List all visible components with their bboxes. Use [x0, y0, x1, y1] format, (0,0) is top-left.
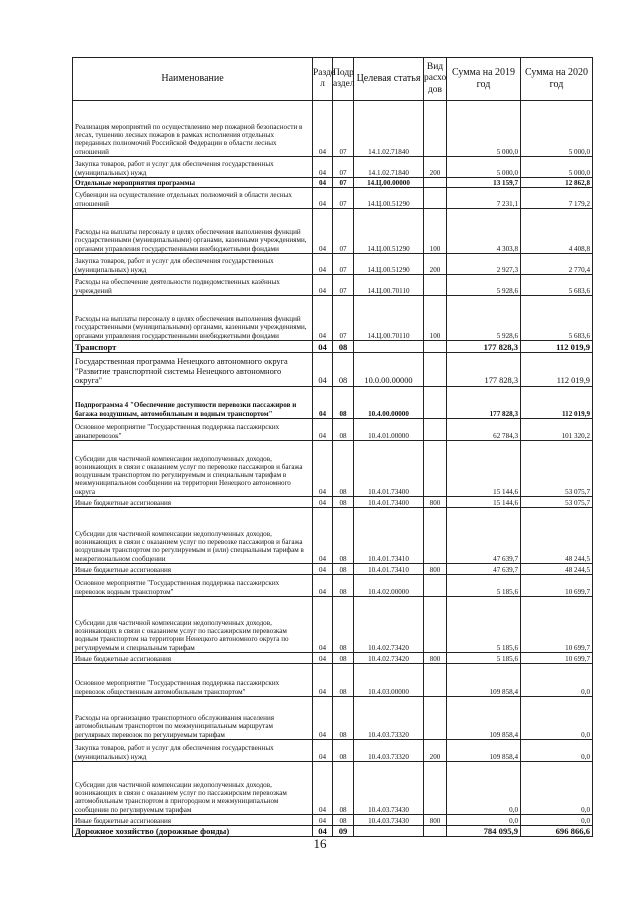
cell-target-article: 10.4.03.73430 [354, 815, 424, 826]
cell-name: Иные бюджетные ассигнования [73, 564, 313, 575]
cell-razdel: 04 [313, 508, 333, 564]
cell-razdel: 04 [313, 740, 333, 762]
cell-podrazdel: 08 [333, 508, 354, 564]
cell-sum-2020: 112 019,9 [521, 387, 593, 419]
cell-target-article: 14.Ц.00.00000 [354, 178, 424, 188]
cell-target-article: 14.Ц.00.51290 [354, 209, 424, 254]
cell-expense-type [424, 419, 447, 441]
cell-name: Закупка товаров, работ и услуг для обеспечения государственных (муниципальных) нужд [73, 740, 313, 762]
cell-name: Расходы на выплаты персоналу в целях обеспечения выполнения функций государственными (муниципальными) органами, казенными учреждениями, органами управления государственными внебюджетными фондами [73, 296, 313, 341]
cell-expense-type: 800 [424, 815, 447, 826]
cell-expense-type: 200 [424, 157, 447, 178]
cell-target-article: 10.4.02.00000 [354, 575, 424, 597]
cell-razdel: 04 [313, 353, 333, 387]
cell-target-article: 10.4.01.73400 [354, 497, 424, 508]
cell-sum-2020: 5 683,6 [521, 296, 593, 341]
cell-name: Субсидии для частичной компенсации недополученных доходов, возникающих в связи с оказанием услуг по пассажирским перевозкам автомобильным транспортом в пригородном и межмуниципальном сообщении по регулируемым тарифам [73, 762, 313, 815]
cell-razdel: 04 [313, 815, 333, 826]
cell-target-article: 10.4.02.73420 [354, 597, 424, 653]
cell-podrazdel: 07 [333, 157, 354, 178]
cell-podrazdel: 08 [333, 815, 354, 826]
cell-target-article: 10.4.03.73430 [354, 762, 424, 815]
cell-target-article: 10.4.01.00000 [354, 419, 424, 441]
cell-sum-2020: 53 075,7 [521, 441, 593, 497]
cell-expense-type: 800 [424, 653, 447, 664]
table-row [73, 508, 593, 564]
cell-razdel: 04 [313, 762, 333, 815]
cell-razdel: 04 [313, 188, 333, 209]
cell-razdel: 04 [313, 296, 333, 341]
table-row [73, 564, 593, 575]
header-name: Наименование [73, 58, 313, 101]
cell-sum-2020: 10 699,7 [521, 653, 593, 664]
cell-sum-2019: 15 144,6 [447, 441, 521, 497]
table-row [73, 275, 593, 296]
cell-sum-2020: 112 019,9 [521, 341, 593, 353]
table-row [73, 387, 593, 419]
table-row [73, 441, 593, 497]
table-row [73, 826, 593, 837]
cell-expense-type [424, 188, 447, 209]
cell-razdel: 04 [313, 178, 333, 188]
header-target-article: Целевая статья [354, 58, 424, 101]
cell-sum-2019: 5 185,6 [447, 597, 521, 653]
table-row [73, 188, 593, 209]
cell-podrazdel: 08 [333, 575, 354, 597]
cell-podrazdel: 08 [333, 387, 354, 419]
table-row [73, 497, 593, 508]
cell-podrazdel: 07 [333, 209, 354, 254]
cell-sum-2020: 0,0 [521, 664, 593, 697]
cell-target-article: 10.4.01.73410 [354, 508, 424, 564]
cell-expense-type [424, 178, 447, 188]
cell-expense-type [424, 697, 447, 740]
cell-sum-2019: 0,0 [447, 815, 521, 826]
cell-name: Иные бюджетные ассигнования [73, 497, 313, 508]
cell-razdel: 04 [313, 209, 333, 254]
cell-razdel: 04 [313, 664, 333, 697]
cell-sum-2019: 5 000,0 [447, 157, 521, 178]
cell-sum-2019: 177 828,3 [447, 387, 521, 419]
cell-razdel: 04 [313, 653, 333, 664]
budget-table [72, 57, 593, 837]
cell-expense-type [424, 387, 447, 419]
cell-name: Транспорт [73, 341, 313, 353]
cell-sum-2019: 4 303,8 [447, 209, 521, 254]
cell-name: Субсидии для частичной компенсации недополученных доходов, возникающих в связи с оказанием услуг по пассажирским перевозкам водным транспортом на территории Ненецкого автономного округа по регулируемым и специальным тарифам [73, 597, 313, 653]
cell-sum-2019: 2 927,3 [447, 254, 521, 275]
cell-podrazdel: 08 [333, 353, 354, 387]
cell-target-article: 14.Ц.00.70110 [354, 296, 424, 341]
cell-razdel: 04 [313, 497, 333, 508]
cell-podrazdel: 08 [333, 419, 354, 441]
cell-target-article: 10.4.02.73420 [354, 653, 424, 664]
page-number: 16 [313, 836, 327, 851]
cell-expense-type [424, 275, 447, 296]
cell-sum-2020: 10 699,7 [521, 575, 593, 597]
cell-razdel: 04 [313, 441, 333, 497]
cell-name: Субсидии для частичной компенсации недополученных доходов, возникающих в связи с оказанием услуг по перевозке пассажиров и багажа воздушным транспортом по регулируемым и (или) специальным тарифам в межрегиональном сообщении [73, 508, 313, 564]
cell-sum-2019: 5 185,6 [447, 575, 521, 597]
cell-sum-2020: 0,0 [521, 815, 593, 826]
cell-name: Закупка товаров, работ и услуг для обеспечения государственных (муниципальных) нужд [73, 157, 313, 178]
cell-target-article: 10.4.03.73320 [354, 697, 424, 740]
cell-sum-2020: 53 075,7 [521, 497, 593, 508]
cell-target-article: 10.4.03.00000 [354, 664, 424, 697]
cell-expense-type [424, 575, 447, 597]
cell-name: Государственная программа Ненецкого автономного округа "Развитие транспортной системы Ненецкого автономного округа" [73, 353, 313, 387]
cell-razdel: 04 [313, 254, 333, 275]
cell-sum-2019: 177 828,3 [447, 341, 521, 353]
cell-name: Расходы на организацию транспортного обслуживания населения автомобильным транспортом по межмуниципальным маршрутам регулярных перевозок по регулируемым тарифам [73, 697, 313, 740]
cell-sum-2019: 7 231,1 [447, 188, 521, 209]
cell-expense-type [424, 762, 447, 815]
cell-target-article: 14.Ц.00.51290 [354, 254, 424, 275]
cell-sum-2020: 10 699,7 [521, 597, 593, 653]
cell-expense-type [424, 341, 447, 353]
cell-sum-2019: 784 095,9 [447, 826, 521, 837]
cell-sum-2019: 5 000,0 [447, 101, 521, 157]
cell-sum-2019: 13 159,7 [447, 178, 521, 188]
cell-razdel: 04 [313, 341, 333, 353]
cell-sum-2019: 15 144,6 [447, 497, 521, 508]
cell-podrazdel: 08 [333, 664, 354, 697]
cell-sum-2020: 12 862,8 [521, 178, 593, 188]
cell-expense-type: 800 [424, 564, 447, 575]
cell-name: Основное мероприятие "Государственная поддержка пассажирских перевозок водным транспортом" [73, 575, 313, 597]
table-row [73, 178, 593, 188]
cell-sum-2020: 48 244,5 [521, 564, 593, 575]
table-row [73, 740, 593, 762]
cell-razdel: 04 [313, 101, 333, 157]
cell-name: Дорожное хозяйство (дорожные фонды) [73, 826, 313, 837]
cell-podrazdel: 08 [333, 497, 354, 508]
cell-expense-type [424, 441, 447, 497]
cell-name: Подпрограмма 4 "Обеспечение доступности перевозки пассажиров и багажа воздушным, автомобильным и водным транспортом" [73, 387, 313, 419]
cell-sum-2020: 48 244,5 [521, 508, 593, 564]
cell-target-article [354, 341, 424, 353]
cell-target-article [354, 826, 424, 837]
table-row [73, 664, 593, 697]
cell-expense-type [424, 664, 447, 697]
cell-podrazdel: 08 [333, 653, 354, 664]
cell-sum-2019: 109 858,4 [447, 697, 521, 740]
table-header-row [73, 58, 593, 101]
cell-podrazdel: 08 [333, 564, 354, 575]
cell-name: Расходы на обеспечение деятельности подведомственных казённых учреждений [73, 275, 313, 296]
cell-sum-2020: 5 000,0 [521, 101, 593, 157]
cell-name: Закупка товаров, работ и услуг для обеспечения государственных (муниципальных) нужд [73, 254, 313, 275]
cell-podrazdel: 07 [333, 254, 354, 275]
cell-sum-2020: 0,0 [521, 740, 593, 762]
cell-podrazdel: 07 [333, 101, 354, 157]
cell-sum-2019: 177 828,3 [447, 353, 521, 387]
cell-target-article: 14.Ц.00.70110 [354, 275, 424, 296]
cell-name: Расходы на выплаты персоналу в целях обеспечения выполнения функций государственными (муниципальными) органами, казенными учреждениями, органами управления государственными внебюджетными фондами [73, 209, 313, 254]
cell-razdel: 04 [313, 564, 333, 575]
cell-target-article: 10.4.03.73320 [354, 740, 424, 762]
cell-podrazdel: 07 [333, 188, 354, 209]
cell-sum-2019: 5 185,6 [447, 653, 521, 664]
cell-podrazdel: 07 [333, 178, 354, 188]
cell-name: Реализация мероприятий по осуществлению мер пожарной безопасности в лесах, тушению лесных пожаров в рамках исполнения отдельных переданных полномочий Российской Федерации в области лесных отношений [73, 101, 313, 157]
cell-podrazdel: 09 [333, 826, 354, 837]
cell-target-article: 14.Ц.00.51290 [354, 188, 424, 209]
table-body [73, 101, 593, 837]
cell-expense-type: 800 [424, 497, 447, 508]
cell-sum-2020: 696 866,6 [521, 826, 593, 837]
cell-sum-2020: 7 179,2 [521, 188, 593, 209]
cell-sum-2019: 5 928,6 [447, 275, 521, 296]
cell-razdel: 04 [313, 419, 333, 441]
table-row [73, 697, 593, 740]
cell-target-article: 14.1.02.71840 [354, 101, 424, 157]
cell-expense-type [424, 597, 447, 653]
cell-sum-2020: 112 019,9 [521, 353, 593, 387]
cell-sum-2020: 5 000,0 [521, 157, 593, 178]
cell-sum-2020: 0,0 [521, 762, 593, 815]
cell-expense-type: 100 [424, 209, 447, 254]
cell-target-article: 14.1.02.71840 [354, 157, 424, 178]
cell-podrazdel: 08 [333, 762, 354, 815]
table-row [73, 296, 593, 341]
cell-podrazdel: 08 [333, 341, 354, 353]
cell-expense-type: 100 [424, 296, 447, 341]
cell-name: Основное мероприятие "Государственная поддержка пассажирских авиаперевозок" [73, 419, 313, 441]
cell-razdel: 04 [313, 157, 333, 178]
header-expense-type: Вид расхо дов [424, 58, 447, 101]
cell-expense-type: 200 [424, 740, 447, 762]
cell-razdel: 04 [313, 697, 333, 740]
cell-podrazdel: 08 [333, 697, 354, 740]
cell-podrazdel: 08 [333, 597, 354, 653]
header-sum-2020: Сумма на 2020 год [521, 58, 593, 101]
table-row [73, 762, 593, 815]
cell-expense-type [424, 353, 447, 387]
cell-name: Субвенции на осуществление отдельных полномочий в области лесных отношений [73, 188, 313, 209]
cell-sum-2019: 47 639,7 [447, 564, 521, 575]
table-row [73, 254, 593, 275]
cell-name: Субсидии для частичной компенсации недополученных доходов, возникающих в связи с оказанием услуг по перевозке пассажиров и багажа воздушным транспортом по регулируемым и специальным тарифам в межмуниципальном сообщении на территории Ненецкого автономного округа [73, 441, 313, 497]
cell-sum-2019: 109 858,4 [447, 664, 521, 697]
table-row [73, 341, 593, 353]
table-row [73, 101, 593, 157]
cell-razdel: 04 [313, 275, 333, 296]
cell-podrazdel: 07 [333, 275, 354, 296]
cell-sum-2019: 0,0 [447, 762, 521, 815]
table-row [73, 209, 593, 254]
cell-expense-type [424, 508, 447, 564]
table-row [73, 575, 593, 597]
cell-razdel: 04 [313, 387, 333, 419]
cell-razdel: 04 [313, 575, 333, 597]
cell-sum-2020: 4 408,8 [521, 209, 593, 254]
cell-sum-2019: 62 784,3 [447, 419, 521, 441]
cell-name: Иные бюджетные ассигнования [73, 653, 313, 664]
header-sum-2019: Сумма на 2019 год [447, 58, 521, 101]
table-row [73, 815, 593, 826]
cell-podrazdel: 08 [333, 740, 354, 762]
header-razdel: Разде л [313, 58, 333, 101]
table-row [73, 653, 593, 664]
cell-razdel: 04 [313, 597, 333, 653]
cell-sum-2020: 5 683,6 [521, 275, 593, 296]
cell-razdel: 04 [313, 826, 333, 837]
cell-sum-2019: 47 639,7 [447, 508, 521, 564]
cell-name: Иные бюджетные ассигнования [73, 815, 313, 826]
cell-sum-2020: 0,0 [521, 697, 593, 740]
table-row [73, 419, 593, 441]
cell-expense-type: 200 [424, 254, 447, 275]
table-row [73, 157, 593, 178]
cell-expense-type [424, 101, 447, 157]
cell-sum-2020: 101 320,2 [521, 419, 593, 441]
cell-name: Основное мероприятие "Государственная поддержка пассажирских перевозок общественным автомобильным транспортом" [73, 664, 313, 697]
cell-sum-2019: 5 928,6 [447, 296, 521, 341]
cell-target-article: 10.4.01.73410 [354, 564, 424, 575]
cell-podrazdel: 07 [333, 296, 354, 341]
cell-podrazdel: 08 [333, 441, 354, 497]
cell-sum-2019: 109 858,4 [447, 740, 521, 762]
header-podrazdel: Подр аздел [333, 58, 354, 101]
cell-target-article: 10.4.01.73400 [354, 441, 424, 497]
cell-target-article: 10.0.00.00000 [354, 353, 424, 387]
cell-expense-type [424, 826, 447, 837]
cell-sum-2020: 2 770,4 [521, 254, 593, 275]
cell-target-article: 10.4.00.00000 [354, 387, 424, 419]
table-row [73, 597, 593, 653]
table-row [73, 353, 593, 387]
cell-name: Отдельные мероприятия программы [73, 178, 313, 188]
